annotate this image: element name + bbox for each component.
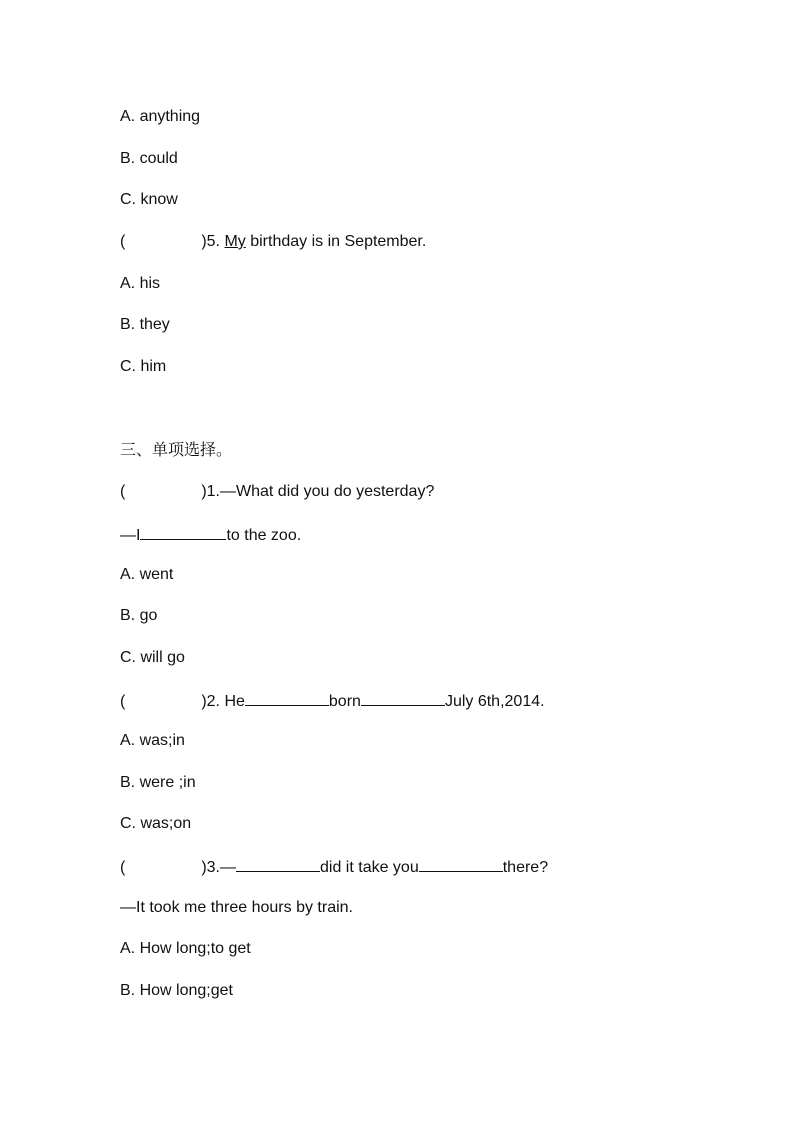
option-b: B. go	[120, 607, 158, 624]
question-text: did it take you	[320, 859, 419, 876]
reply-start: —I	[120, 527, 141, 544]
answer-paren-open: (	[120, 859, 126, 876]
question-text: July 6th,2014.	[444, 693, 545, 710]
option-a: A. anything	[120, 108, 201, 125]
answer-paren-open: (	[120, 693, 126, 710]
reply-end: to the zoo.	[226, 527, 302, 544]
question-3	[120, 856, 548, 878]
option-c: C. him	[120, 358, 167, 375]
question-text: —	[220, 859, 236, 876]
underlined-word: My	[224, 233, 246, 250]
question-number: )3.	[201, 859, 220, 876]
option-a: A. went	[120, 566, 174, 583]
fill-in-blank[interactable]	[140, 524, 226, 540]
question-number: )2.	[201, 693, 225, 710]
question-text: birthday is in September.	[245, 233, 427, 250]
option-a: A. was;in	[120, 732, 185, 749]
fill-in-blank[interactable]	[236, 856, 320, 872]
question-text: there?	[502, 859, 549, 876]
question-text: He	[224, 693, 245, 710]
option-b: B. they	[120, 316, 170, 333]
question-2	[120, 690, 545, 712]
option-c: C. know	[120, 191, 178, 208]
option-b: B. How long;get	[120, 982, 233, 999]
option-c: C. will go	[120, 649, 185, 666]
question-text: born	[328, 693, 361, 710]
option-a: A. his	[120, 275, 161, 292]
option-b: B. could	[120, 150, 178, 167]
question-5	[120, 232, 426, 252]
question-prompt: —What did you do yesterday?	[220, 483, 435, 500]
answer-paren-open: (	[120, 233, 126, 250]
answer-paren-open: (	[120, 483, 126, 500]
fill-in-blank[interactable]	[245, 690, 329, 706]
question-number: )5.	[201, 233, 225, 250]
fill-in-blank[interactable]	[419, 856, 503, 872]
fill-in-blank[interactable]	[361, 690, 445, 706]
question-1	[120, 482, 434, 502]
option-a: A. How long;to get	[120, 940, 251, 957]
option-b: B. were ;in	[120, 774, 196, 791]
question-3-reply: —It took me three hours by train.	[120, 899, 353, 916]
question-1-reply	[120, 524, 301, 546]
option-c: C. was;on	[120, 815, 192, 832]
section-heading: 三、单项选择。	[120, 440, 233, 459]
question-number: )1.	[201, 483, 220, 500]
